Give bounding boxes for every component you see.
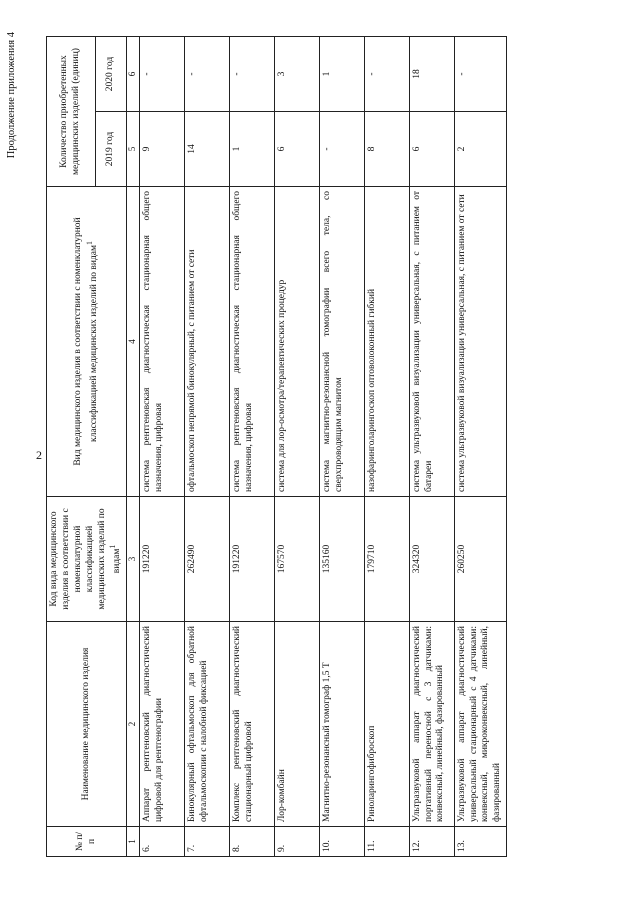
footnote-mark: 1 <box>108 544 118 549</box>
qty-2020: - <box>184 37 229 112</box>
qty-2019: 6 <box>409 112 454 187</box>
column-index: 1 <box>127 827 139 857</box>
qty-2020: - <box>364 37 409 112</box>
qty-2019: 2 <box>454 112 507 187</box>
device-code: 191220 <box>139 497 184 622</box>
device-code: 179710 <box>364 497 409 622</box>
header-code-text: Код вида медицинского изделия в соответствии с номенклатурной классификацией медицинских изделий по видам <box>49 508 123 610</box>
device-name: Лор-комбайн <box>274 622 319 827</box>
qty-2019: 1 <box>229 112 274 187</box>
column-index: 3 <box>127 497 139 622</box>
header-num: № п/п <box>47 827 127 857</box>
qty-2020: 18 <box>409 37 454 112</box>
table-row <box>364 37 409 857</box>
table-row <box>229 37 274 857</box>
qty-2019: 14 <box>184 112 229 187</box>
qty-2020: - <box>454 37 507 112</box>
table-row <box>319 37 364 857</box>
device-name: Ультразвуковой аппарат диагностический портативный переносной с 3 датчиками: конвексный, линейный, фазированный <box>409 622 454 827</box>
row-number: 9. <box>274 827 319 857</box>
device-code: 324320 <box>409 497 454 622</box>
device-name: Ультразвуковой аппарат диагностический универсальный стационарный с 4 датчиками: конвексный, микроконвексный, линейный, фазированный <box>454 622 507 827</box>
table-row <box>139 37 184 857</box>
device-code: 167570 <box>274 497 319 622</box>
row-number: 7. <box>184 827 229 857</box>
header-qty: Количество приобретенных медицинских изделий (единиц) <box>47 37 96 187</box>
header-year-2020: 2020 год <box>96 37 127 112</box>
table-row <box>454 37 507 857</box>
qty-2020: - <box>229 37 274 112</box>
device-kind: система ультразвуковой визуализации универсальная, с питанием от сети <box>454 187 507 497</box>
table-row <box>274 37 319 857</box>
device-kind: система магнитно-резонансной томографии всего тела, со сверхпроводящим магнитом <box>319 187 364 497</box>
device-kind: система рентгеновская диагностическая стационарная общего назначения, цифровая <box>139 187 184 497</box>
header-year-2019: 2019 год <box>96 112 127 187</box>
qty-2020: 1 <box>319 37 364 112</box>
header-name: Наименование медицинского изделия <box>47 622 127 827</box>
device-code: 135160 <box>319 497 364 622</box>
row-number: 6. <box>139 827 184 857</box>
device-kind: система для лор-осмотра/терапевтических процедур <box>274 187 319 497</box>
row-number: 8. <box>229 827 274 857</box>
appendix-caption: Продолжение приложения 4 <box>6 32 17 159</box>
row-number: 10. <box>319 827 364 857</box>
device-name: Риноларингофиброскоп <box>364 622 409 827</box>
qty-2020: - <box>139 37 184 112</box>
row-number: 13. <box>454 827 507 857</box>
qty-2019: 9 <box>139 112 184 187</box>
column-index-row <box>127 37 139 857</box>
column-index: 2 <box>127 622 139 827</box>
qty-2019: 6 <box>274 112 319 187</box>
device-code: 191220 <box>229 497 274 622</box>
device-name: Аппарат рентгеновский диагностический цифровой для рентгенографии <box>139 622 184 827</box>
row-number: 11. <box>364 827 409 857</box>
device-code: 260250 <box>454 497 507 622</box>
device-name: Бинокулярный офтальмоскоп для обратной офтальмоскопии с налобной фиксацией <box>184 622 229 827</box>
qty-2020: 3 <box>274 37 319 112</box>
device-name: Магнитно-резонансный томограф 1,5 Т <box>319 622 364 827</box>
device-code: 262490 <box>184 497 229 622</box>
device-kind: назофаринголарингоскоп оптоволоконный гибкий <box>364 187 409 497</box>
table-row <box>184 37 229 857</box>
device-kind: офтальмоскоп непрямой бинокулярный, с питанием от сети <box>184 187 229 497</box>
column-index: 4 <box>127 187 139 497</box>
qty-2019: - <box>319 112 364 187</box>
header-kind <box>47 187 127 497</box>
column-index: 6 <box>127 37 139 112</box>
equipment-table <box>46 36 507 857</box>
header-kind-text: Вид медицинского изделия в соответствии с номенклатурной классификацией медицинских изделий по видам <box>72 217 99 466</box>
column-index: 5 <box>127 112 139 187</box>
qty-2019: 8 <box>364 112 409 187</box>
page-number: 2 <box>36 448 42 462</box>
device-kind: система ультразвуковой визуализации универсальная, с питанием от батареи <box>409 187 454 497</box>
device-kind: система рентгеновская диагностическая стационарная общего назначения, цифровая <box>229 187 274 497</box>
table-row <box>409 37 454 857</box>
device-name: Комплекс рентгеновский диагностический стационарный цифровой <box>229 622 274 827</box>
header-code <box>47 497 127 622</box>
row-number: 12. <box>409 827 454 857</box>
footnote-mark: 1 <box>84 241 94 245</box>
